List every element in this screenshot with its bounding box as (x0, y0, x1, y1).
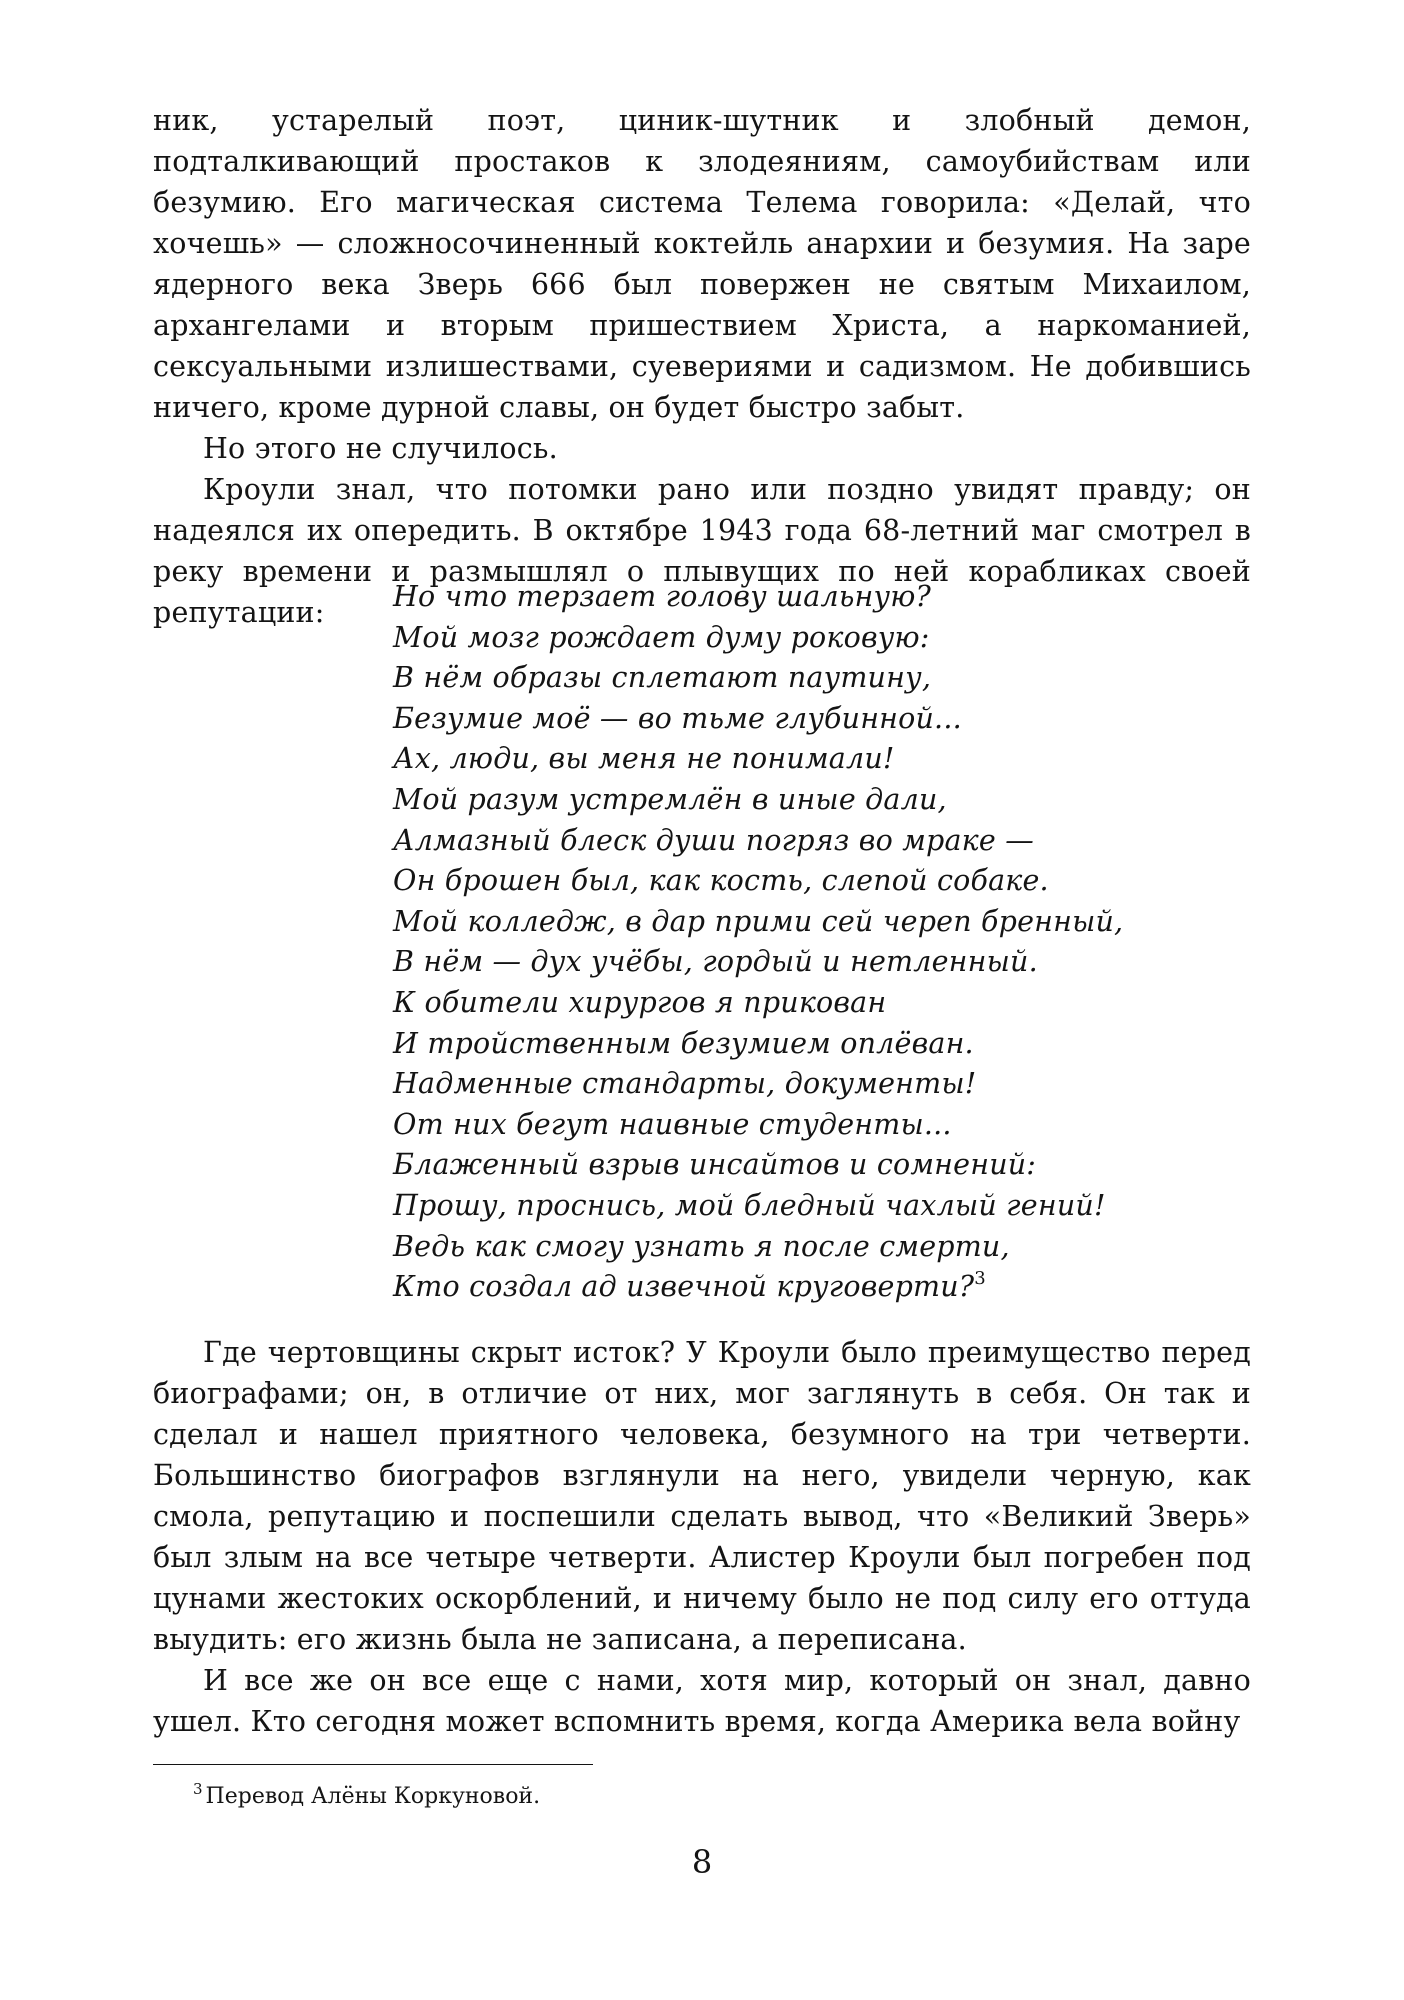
poem-line: От них бегут наивные студенты... (393, 1107, 952, 1141)
footnote (193, 1782, 540, 1812)
poem-line: Ах, люди, вы меня не понимали! (393, 742, 895, 776)
poem-line: Мой разум устремлён в иные дали, (393, 782, 947, 816)
footnote-number: 3 (193, 1780, 203, 1798)
poem-last-line (393, 1267, 1213, 1308)
poem-line: К обители хирургов я прикован (393, 985, 887, 1019)
poem-line: Блаженный взрыв инсайтов и сомнений: (393, 1148, 1037, 1182)
poem-line: Он брошен был, как кость, слепой собаке. (393, 864, 1049, 898)
page-number: 8 (691, 1843, 713, 1881)
poem-line: В нём образы сплетают паутину, (393, 661, 932, 695)
poem-line: Прошу, проснись, мой бледный чахлый гений! (393, 1188, 1106, 1222)
poem-line: Ведь как смогу узнать я после смерти, (393, 1229, 1010, 1263)
paragraph: И все же он все еще с нами, хотя мир, который он знал, давно ушел. Кто сегодня может вспомнить время, когда Америка вела войну (153, 1664, 1251, 1738)
body-text-top (153, 100, 1251, 633)
poem-line-text: Кто создал ад извечной круговерти? (393, 1270, 975, 1304)
poem-line: Мой колледж, в дар прими сей череп бренный, (393, 904, 1124, 938)
poem-line: Но что терзает голову шальную? (393, 580, 932, 613)
poem-line: Надменные стандарты, документы! (393, 1067, 977, 1101)
paragraph: Но этого не случилось. (203, 432, 558, 465)
paragraph: ник, устарелый поэт, циник-шутник и злобный демон, подталкивающий простаков к злодеяниям, самоубийствам или безумию. Его магическая система Телема говорила: «Делай, что хочешь» — сложносочиненный коктейль анархии и безумия. На заре ядерного века Зверь 666 был повержен не святым Михаилом, архангелами и вторым пришествием Христа, а наркоманией, сексуальными излишествами, суевериями и садизмом. Не добившись ничего, кроме дурной славы, он будет быстро забыт. (153, 104, 1251, 424)
poem-quote (393, 577, 1213, 1308)
body-text-bottom (153, 1332, 1251, 1742)
footnote-divider (153, 1764, 593, 1765)
paragraph: Где чертовщины скрыт исток? У Кроули было преимущество перед биографами; он, в отличие от них, мог заглянуть в себя. Он так и сделал и нашел приятного человека, безумного на три четверти. Большинство биографов взглянули на него, увидели черную, как смола, репутацию и поспешили сделать вывод, что «Великий Зверь» был злым на все четыре четверти. Алистер Кроули был погребен под цунами жестоких оскорблений, и ничему было не под силу его оттуда выудить: его жизнь была не записана, а переписана. (153, 1336, 1251, 1656)
footnote-reference[interactable]: 3 (974, 1268, 986, 1290)
poem-line: В нём — дух учёбы, гордый и нетленный. (393, 945, 1038, 979)
poem-line: Мой мозг рождает думу роковую: (393, 620, 930, 654)
paragraph: Кроули знал, что потомки рано или поздно увидят правду; он надеялся их опередить. В октябре 1943 года 68-летний маг смотрел в реку времени и размышлял о плывущих по ней корабликах своей репутации: (153, 473, 1251, 629)
footnote-text: Перевод Алёны Коркуновой. (205, 1784, 541, 1809)
poem-line: Алмазный блеск души погряз во мраке — (393, 823, 1034, 857)
poem-line: И тройственным безумием оплёван. (393, 1026, 974, 1060)
poem-line: Безумие моё — во тьме глубинной... (393, 701, 962, 735)
